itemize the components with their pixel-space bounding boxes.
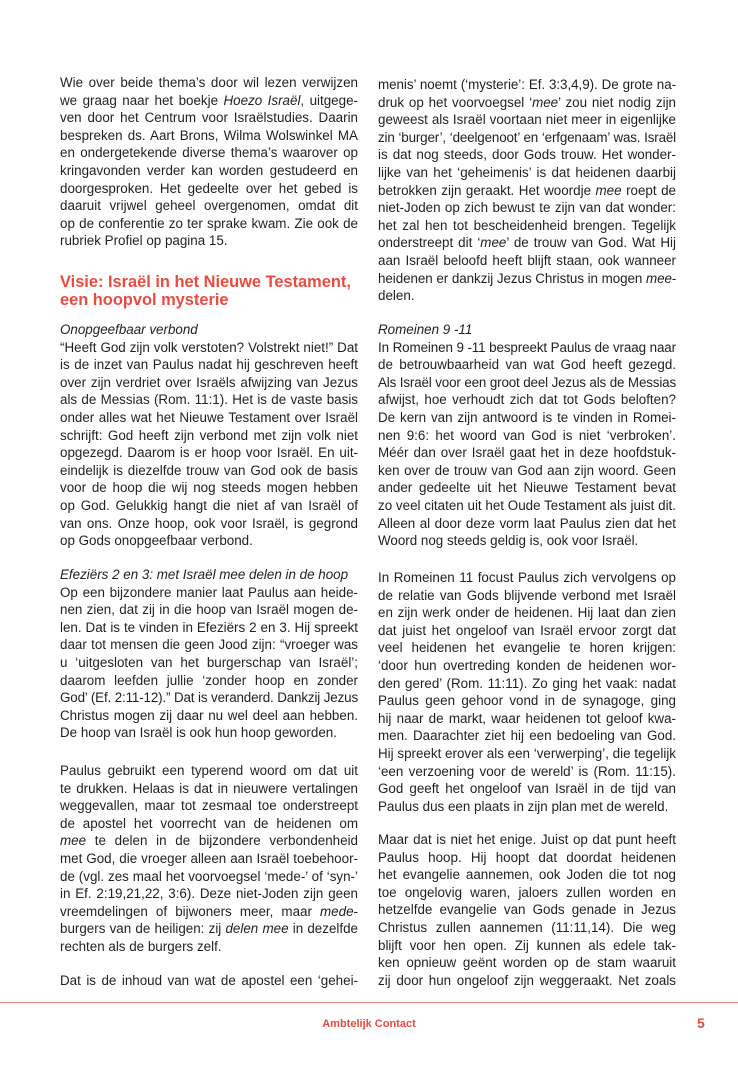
section-onopgeefbaar-verbond: [60, 321, 358, 550]
text-line: ken over de trouw van God aan zijn woord. Geen: [378, 462, 676, 478]
text-line: druk op het voorvoegsel ‘mee’ zou niet nodig zijn: [378, 94, 676, 110]
text-line: afwijst, hoe verhoudt zich dat tot Gods beloften?: [378, 392, 676, 408]
text-line: nen 9:6: het woord van God is niet ‘verbroken’.: [378, 427, 676, 443]
text-line: onderstreept dit ‘mee’ de trouw van God. Wat Hij: [378, 235, 676, 251]
text-line: Dat is de inhoud van wat de apostel een ‘gehei-: [60, 973, 358, 988]
text-line: vreemdelingen of bijwoners meer, maar mede-: [60, 903, 358, 919]
text-line: De kern van zijn antwoord is te vinden in Romei-: [378, 409, 676, 425]
text-line: is de inzet van Paulus nadat hij geschreven heeft: [60, 357, 358, 373]
text-line: de betrouwbaarheid van wat God heeft gezegd.: [378, 357, 676, 373]
text-line: Woord nog steeds geldig is, ook voor Israël.: [378, 533, 639, 549]
text-line: en ondergetekende diverse thema’s waarover op: [60, 145, 358, 161]
text-line: te drukken. Helaas is dat in nieuwere vertalingen: [60, 780, 358, 796]
text-line: betrokken zijn geraakt. Het woordje mee roept de: [378, 182, 676, 198]
text-line: geweest als Israël voortaan niet meer in eigenlijke: [378, 112, 676, 128]
paragraph-paulus-typerend-woord: [60, 762, 358, 956]
text-line: God’ (Ef. 2:11-12).” Dat is veranderd. Dankzij Jezus: [60, 690, 358, 706]
text-line: veel heidenen het evangelie te horen krijgen:: [378, 640, 676, 656]
text-line: doorgesproken. Het gedeelte over het gebed is: [60, 180, 358, 196]
text-line: ander gedeelte uit het Nieuwe Testament bevat: [378, 480, 676, 496]
text-line: Visie: Israël in het Nieuwe Testament,: [60, 273, 351, 291]
text-line: Paulus dus een plaats in zijn plan met de wereld.: [378, 798, 669, 814]
text-line: “Heeft God zijn volk verstoten? Volstrekt niet!” Dat: [60, 339, 358, 355]
text-line: op Gods onopgeefbaar verbond.: [60, 533, 253, 549]
text-line: de apostel het voorrecht van de heidenen om: [60, 815, 358, 831]
text-line: daarom leefden jullie ‘zonder hoop en zonder: [60, 672, 358, 688]
text-line: bespreken ds. Aart Brons, Wilma Wolswinkel MA: [60, 127, 358, 143]
article-heading: [60, 274, 358, 309]
text-line: een hoopvol mysterie: [60, 290, 229, 309]
text-line: daar tot mensen die geen Jood zijn: “vroeger was: [60, 637, 358, 653]
text-line: mee te delen in de bijzondere verbondenheid: [60, 833, 358, 849]
text-line: ‘door hun overtreding konden de heidenen wor-: [378, 657, 676, 673]
text-line: menis’ noemt (‘mysterie’: Ef. 3:3,4,9). De grote na-: [378, 77, 676, 92]
text-line: Op een bijzondere manier laat Paulus aan heide-: [60, 584, 358, 600]
text-line: rubriek Profiel op pagina 15.: [60, 233, 228, 249]
text-line: niet-Joden op zich bewust te zijn van dat wonder:: [378, 200, 676, 216]
text-line: dat juist het ongeloof van Israël ervoor zorgt dat: [378, 622, 676, 638]
paragraph-inhoud: [60, 972, 358, 990]
text-line: hetzelfde evangelie van Gods genade in Jezus: [378, 902, 676, 918]
text-line: ven door het Centrum voor Israëlstudies. Daarin: [60, 110, 358, 126]
text-line: Christus zullen aannemen (11:11,14). Die weg: [378, 919, 676, 935]
text-line: op God. Gelukkig hangt die niet af van Israël of: [60, 497, 358, 513]
text-line: In Romeinen 11 focust Paulus zich vervolgens op: [378, 570, 676, 585]
text-line: Alleen al door deze vorm laat Paulus zien dat het: [378, 515, 676, 531]
text-line: voor de hoop die wij nog steeds mogen hebben: [60, 480, 358, 496]
text-line: het evangelie aannemen, ook Joden die tot nog: [378, 867, 676, 883]
text-line: kringavonden verder kan worden gestudeerd en: [60, 162, 358, 178]
intro-paragraph: [60, 74, 358, 250]
text-line: Als Israël voor een groot deel Jezus als de Messias: [378, 374, 676, 390]
paragraph-hoop: [378, 831, 676, 989]
text-line: weggevallen, maar tot zesmaal toe onderstreept: [60, 798, 358, 814]
text-line: het zal hen tot bescheidenheid brengen. Tegelijk: [378, 217, 676, 233]
subheading: Efeziërs 2 en 3: met Israël mee delen in de hoop: [60, 567, 349, 582]
text-line: Paulus hoop. Hij hoopt dat doordat heidenen: [378, 849, 676, 865]
subheading: Romeinen 9 -11: [378, 322, 473, 337]
text-line: heidenen er dankzij Jezus Christus in mogen mee-: [378, 270, 677, 286]
text-line: lijke van het ‘geheimenis’ is dat heidenen daarbij: [378, 164, 676, 180]
text-line: schrijft: God heeft zijn verbond met zijn volk niet: [60, 427, 358, 443]
text-line: als de Messias (Rom. 11:1). Het is de vaste basis: [60, 392, 358, 408]
text-line: Hij spreekt erover als een ‘verwerping’, die tegelijk: [378, 745, 676, 761]
text-line: Paulus gebruikt een typerend woord om dat uit: [60, 763, 358, 778]
text-line: burgers van de heiligen: zij delen mee in dezelfde: [60, 921, 358, 937]
text-line: aan Israël beloofd heeft blijft staan, ook wanneer: [378, 252, 676, 268]
text-line: God geeft het ongeloof van Israël in de tijd van: [378, 781, 676, 797]
text-line: den gered’ (Rom. 11:11). Zo ging het vaak: nadat: [378, 675, 676, 691]
text-line: van ons. Onze hoop, ook voor Israël, is gegrond: [60, 515, 358, 531]
subheading: Onopgeefbaar verbond: [60, 322, 198, 337]
text-line: Méér dan over Israël gaat het in deze hoofdstuk-: [378, 445, 676, 461]
text-line: zo veel citaten uit het Oude Testament als juist dit.: [378, 497, 676, 513]
text-line: daaruit vrijwel geheel overgenomen, omdat dit: [60, 198, 358, 214]
text-line: zin ‘burger’, ‘deelgenoot’ en ‘erfgenaam’ was. Israël: [378, 129, 676, 145]
text-line: u ‘uitgesloten van het burgerschap van Israël’;: [60, 654, 358, 670]
text-line: rechten als de burgers zelf.: [60, 938, 222, 954]
page-number: 5: [697, 1015, 705, 1031]
text-line: onder alles wat het Nieuwe Testament over Israël: [60, 409, 358, 425]
paragraph-mysterie: [378, 76, 676, 305]
text-line: over zijn verdriet over Israëls afwijzing van Jezus: [60, 374, 358, 390]
text-line: eindelijk is diezelfde trouw van God ook de basis: [60, 462, 358, 478]
text-line: in Ef. 2:19,21,22, 3:6). Deze niet-Joden zijn geen: [60, 886, 358, 902]
text-line: In Romeinen 9 -11 bespreekt Paulus de vraag naar: [378, 339, 676, 355]
text-line: men. Daarachter ziet hij een bedoeling van God.: [378, 728, 676, 744]
text-line: met God, die vroeger alleen aan Israël toebehoor-: [60, 850, 358, 866]
footer-publication-title: Ambtelijk Contact: [322, 1018, 416, 1030]
text-line: is dat nog steeds, door Gods trouw. Het wonder-: [378, 147, 676, 163]
text-line: we graag naar het boekje Hoezo Israël, uitgege-: [60, 92, 358, 108]
paragraph-romeinen-11: [378, 569, 676, 815]
text-line: Wie over beide thema’s door wil lezen verwijzen: [60, 75, 358, 90]
text-line: Maar dat is niet het enige. Juist op dat punt heeft: [378, 832, 676, 847]
text-line: Christus mogen zij daar nu wel deel aan hebben.: [60, 707, 358, 723]
text-line: hij naar de markt, waar heidenen tot geloof kwa-: [378, 710, 676, 726]
text-line: de relatie van Gods blijvende verbond met Israël: [378, 587, 676, 603]
text-line: de (vgl. zes maal het voorvoegsel ‘mede-’ of ‘syn-’: [60, 868, 358, 884]
text-line: toe ongelovig waren, jaloers zullen worden en: [378, 884, 676, 900]
text-line: nen zien, dat zij in die hoop van Israël mogen de-: [60, 602, 358, 618]
text-line: en zijn werk onder de heidenen. Hij laat dan zien: [378, 605, 676, 621]
text-line: blijft voor hen open. Zij kunnen als edele tak-: [378, 937, 676, 953]
footer-divider: [0, 1002, 738, 1003]
text-line: ‘een verzoening voor de wereld’ is (Rom. 11:15).: [378, 763, 676, 779]
text-line: delen.: [378, 288, 415, 304]
text-line: op de conferentie zo ter sprake kwam. Zie ook de: [60, 215, 358, 231]
text-line: len. Dat is te vinden in Efeziërs 2 en 3. Hij spreekt: [60, 619, 358, 635]
text-line: De hoop van Israël is ook hun hoop geworden.: [60, 725, 337, 741]
section-efeziers: [60, 566, 358, 742]
text-line: opgezegd. Daarom is er hoop voor Israël. En uit-: [60, 445, 358, 461]
section-romeinen: [378, 321, 676, 550]
text-line: Paulus geen gehoor vond in de synagoge, ging: [378, 693, 676, 709]
text-line: ken opnieuw geënt worden op de stam waaruit: [378, 955, 676, 971]
text-line: zij door hun ongeloof zijn weggeraakt. Net zoals: [378, 972, 676, 988]
